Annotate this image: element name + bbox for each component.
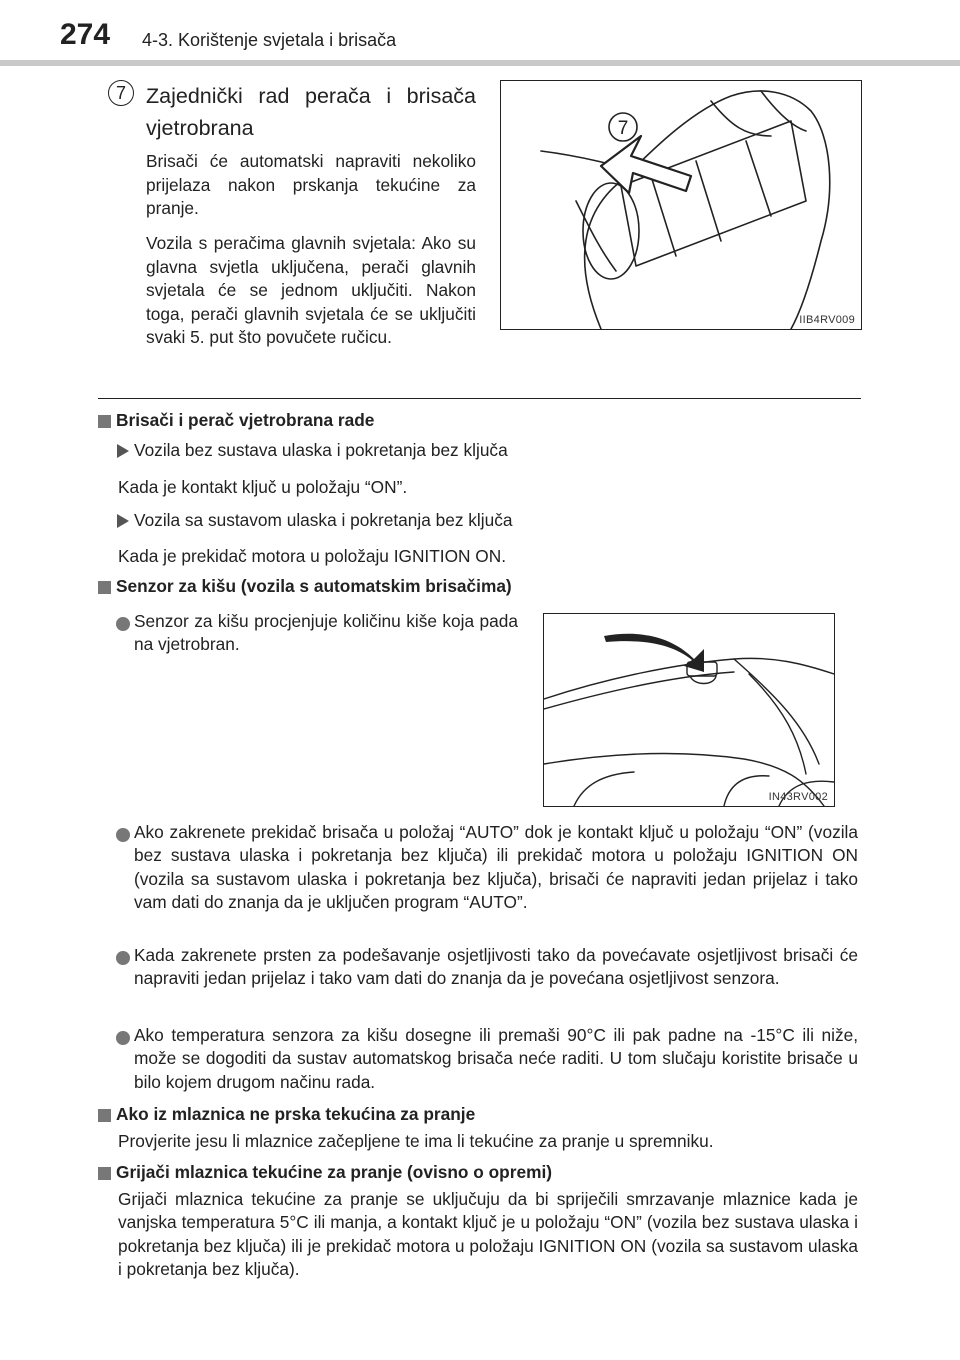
body-text: Kada je prekidač motora u položaju IGNITION ON. — [118, 546, 507, 566]
figure-code: IN43RV002 — [768, 791, 828, 803]
figure-code: IIB4RV009 — [799, 314, 855, 326]
heading-marker-icon — [98, 415, 111, 428]
heading-wipers-operate: Brisači i perač vjetrobrana rade — [116, 410, 375, 430]
section-separator — [98, 398, 861, 399]
section-title: Zajednički rad perača i brisača vjetrobrana — [146, 84, 476, 140]
section-paragraph: Brisači će automatski napraviti nekoliko prijelaza nakon prskanja tekućine za pranje. — [146, 151, 476, 218]
figure-callout: 7 — [617, 118, 629, 139]
bullet-text: Kada zakrenete prsten za podešavanje osjetljivosti tako da povećavate osjetljivost brisači će napraviti jedan prijelaz i tako vam dati do znanja da je povećana osjetljivost senzora. — [134, 945, 858, 989]
pointer-arrow-icon — [604, 634, 704, 672]
header-rule — [0, 60, 960, 66]
heading-heaters: Grijači mlaznica tekućine za pranje (ovisno o opremi) — [116, 1162, 552, 1182]
triangle-bullet-icon — [117, 514, 129, 528]
body-text: Grijači mlaznica tekućine za pranje se uključuju da bi spriječili smrzavanje mlaznice kada je vanjska temperatura 5°C ili manja, a kontakt ključ je u položaju “ON” (vozila bez sustava ulaska i pokretanja bez ključa) ili je prekidač motora u položaju IGNITION ON (vozila sa sustavom ulaska i pokretanja bez ključa). — [118, 1189, 858, 1280]
subheading-no-smart-key: Vozila bez sustava ulaska i pokretanja bez ključa — [134, 440, 508, 460]
wiper-lever-figure — [500, 80, 862, 330]
bullet-icon — [116, 828, 130, 842]
heading-marker-icon — [98, 581, 111, 594]
heading-rain-sensor: Senzor za kišu (vozila s automatskim brisačima) — [116, 576, 512, 596]
heading-nozzle: Ako iz mlaznica ne prska tekućina za pranje — [116, 1104, 476, 1124]
heading-marker-icon — [98, 1167, 111, 1180]
bullet-icon — [116, 1031, 130, 1045]
bullet-text: Senzor za kišu procjenjuje količinu kiše koja pada na vjetrobran. — [134, 611, 518, 655]
subheading-smart-key: Vozila sa sustavom ulaska i pokretanja bez ključa — [134, 510, 513, 530]
windshield-illustration — [544, 614, 834, 806]
bullet-icon — [116, 617, 130, 631]
bullet-text: Ako temperatura senzora za kišu dosegne ili premaši 90°C ili pak padne na -15°C ili niže, može se dogoditi da sustav automatskog brisača neće raditi. U tom slučaju koristite brisače u bilo kojem drugom načinu rada. — [134, 1025, 858, 1092]
page-number: 274 — [60, 18, 111, 51]
chapter-title: 4-3. Korištenje svjetala i brisača — [142, 30, 397, 50]
body-text: Kada je kontakt ključ u položaju “ON”. — [118, 477, 408, 497]
triangle-bullet-icon — [117, 444, 129, 458]
section-paragraph: Vozila s peračima glavnih svjetala: Ako su glavna svjetla uključena, perači glavnih svjetala će se jednom uključiti. Nakon toga, perači glavnih svjetala će se uključiti svaki 5. put što povučete ručicu. — [146, 233, 476, 347]
body-text: Provjerite jesu li mlaznice začepljene te ima li tekućine za pranje u spremniku. — [118, 1131, 714, 1151]
bullet-icon — [116, 951, 130, 965]
item-badge: 7 — [108, 80, 134, 106]
bullet-text: Ako zakrenete prekidač brisača u položaj “AUTO” dok je kontakt ključ u položaju “ON” (vozila bez sustava ulaska i pokretanja bez ključa) ili prekidač motora u položaju IGNITION ON (vozila sa sustavom ulaska i pokretanja bez ključa), brisači će napraviti jedan prijelaz i tako vam dati do znanja da je uključen program “AUTO”. — [134, 822, 858, 913]
heading-marker-icon — [98, 1109, 111, 1122]
wiper-lever-illustration — [501, 81, 861, 329]
rain-sensor-figure — [543, 613, 835, 807]
